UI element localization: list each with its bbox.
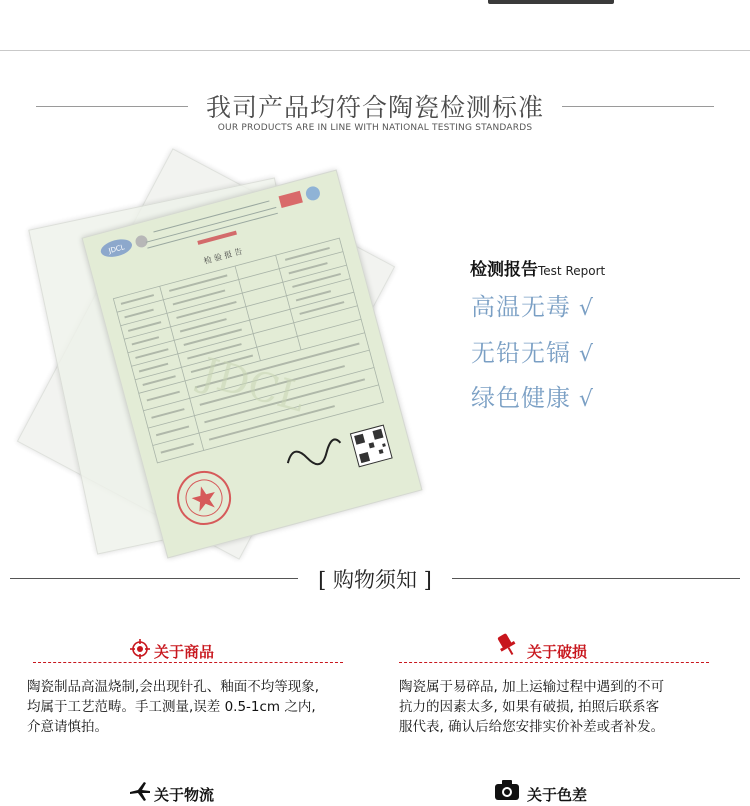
feature-high-temp-non-toxic: 高温无毒 √ <box>471 293 595 321</box>
certificate-watermark: JDCL <box>196 349 310 422</box>
certificate-title: 检 验 报 告 <box>202 246 244 266</box>
notice-product-body: 陶瓷制品高温烧制,会出现针孔、釉面不均等现象, 均属于工艺范畴。手工测量,误差 0.5-1cm 之内, 介意请慎拍。 <box>27 679 320 735</box>
feature-lead-cadmium-free: 无铅无镉 √ <box>471 339 595 367</box>
check-icon: √ <box>579 342 595 367</box>
top-divider <box>0 50 750 51</box>
test-report-label: 检测报告Test Report <box>470 260 606 280</box>
section-title: 我司产品均符合陶瓷检测标准 <box>0 88 750 124</box>
shopping-notice-title: [ 购物须知 ] <box>318 568 432 592</box>
certificate-stack <box>40 160 440 550</box>
target-icon <box>130 639 150 663</box>
notice-damage-title: 关于破损 <box>527 643 588 661</box>
camera-icon <box>494 779 520 805</box>
check-icon: √ <box>579 387 595 412</box>
notice-product-title: 关于商品 <box>154 643 215 661</box>
top-tab-bar <box>488 0 614 4</box>
certificate-logo-text: JDCL <box>107 243 126 256</box>
airplane-icon <box>128 780 152 806</box>
notice-logistics-title: 关于物流 <box>154 786 215 804</box>
notice-damage-divider <box>399 662 709 663</box>
pin-icon <box>496 633 518 661</box>
notice-color-title: 关于色差 <box>527 786 588 804</box>
feature-green-healthy: 绿色健康 √ <box>471 384 595 412</box>
notice-product-divider <box>33 662 343 663</box>
section-subtitle: OUR PRODUCTS ARE IN LINE WITH NATIONAL TESTING STANDARDS <box>217 123 533 133</box>
notice-damage-body: 陶瓷属于易碎品, 加上运输过程中遇到的不可 抗力的因素太多, 如果有破损, 拍照后联系客 服代表, 确认后给您安排实价补差或者补发。 <box>399 679 665 735</box>
check-icon: √ <box>579 296 595 321</box>
